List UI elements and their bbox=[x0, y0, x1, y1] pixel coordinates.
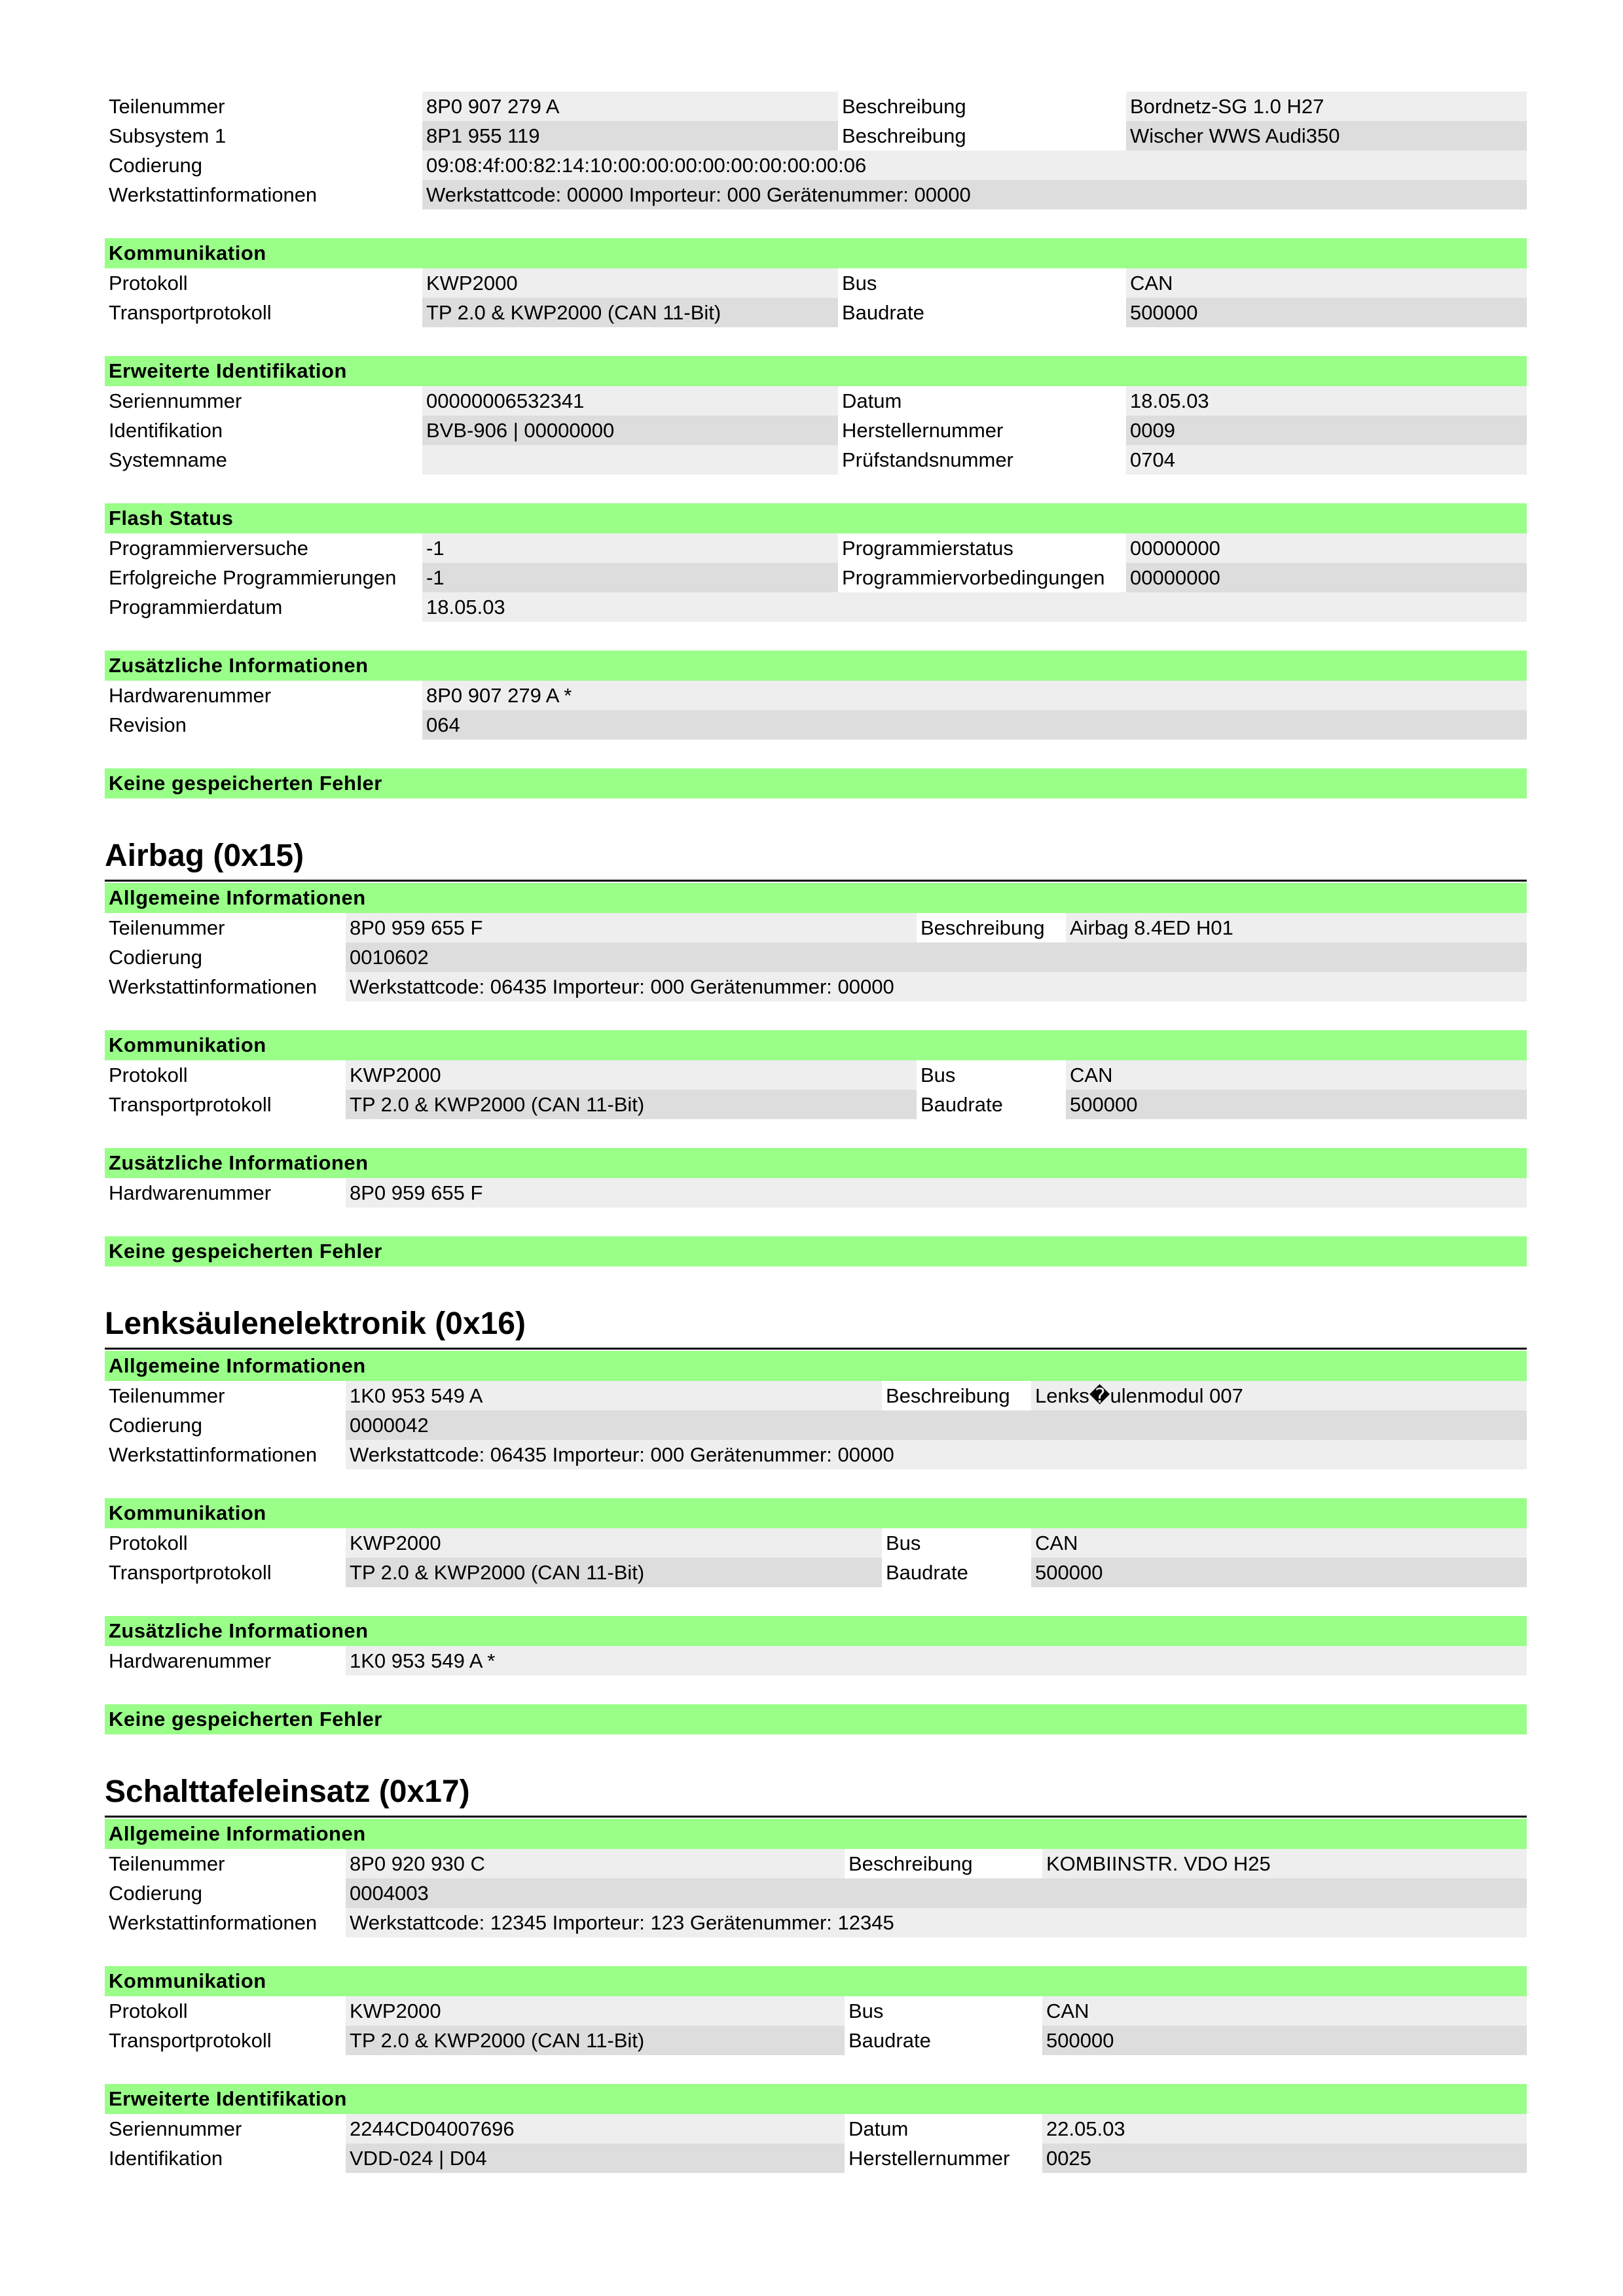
field-value: Werkstattcode: 12345 Importeur: 123 Gerätenummer: 12345 bbox=[346, 1908, 1527, 1937]
module-airbag bbox=[105, 833, 1527, 1266]
field-label: Baudrate bbox=[848, 2029, 931, 2052]
section-header-kommunikation: Kommunikation bbox=[105, 1498, 1527, 1528]
communication-table bbox=[105, 1528, 1527, 1587]
field-value: TP 2.0 & KWP2000 (CAN 11-Bit) bbox=[346, 2026, 845, 2055]
field-label: Beschreibung bbox=[842, 95, 966, 118]
field-label: Datum bbox=[842, 389, 902, 412]
field-value: 22.05.03 bbox=[1042, 2114, 1527, 2144]
communication-table bbox=[105, 1060, 1527, 1119]
section-header-flash-status: Flash Status bbox=[105, 503, 1527, 533]
field-label: Codierung bbox=[109, 1882, 203, 1905]
field-value: Wischer WWS Audi350 bbox=[1126, 121, 1527, 151]
table-row bbox=[105, 1178, 1527, 1208]
table-row bbox=[105, 298, 1527, 327]
field-value: CAN bbox=[1066, 1060, 1527, 1090]
field-label: Beschreibung bbox=[842, 124, 966, 147]
field-label: Transportprotokoll bbox=[109, 2029, 272, 2052]
general-table bbox=[105, 913, 1527, 1001]
field-value bbox=[422, 445, 838, 475]
field-label: Programmierversuche bbox=[109, 537, 308, 560]
fault-status-banner: Keine gespeicherten Fehler bbox=[105, 768, 1527, 798]
table-row bbox=[105, 942, 1527, 972]
field-label: Programmierstatus bbox=[842, 537, 1013, 560]
module-title: Lenksäulenelektronik (0x16) bbox=[105, 1300, 1527, 1350]
field-label: Bus bbox=[921, 1064, 956, 1086]
field-label: Codierung bbox=[109, 154, 203, 177]
field-value: 09:08:4f:00:82:14:10:00:00:00:00:00:00:00:00:06 bbox=[422, 151, 1527, 180]
field-label: Werkstattinformationen bbox=[109, 183, 318, 206]
field-label: Identifikation bbox=[109, 2147, 223, 2170]
field-value: KWP2000 bbox=[422, 268, 838, 298]
general-table bbox=[105, 1849, 1527, 1937]
field-value: 500000 bbox=[1066, 1090, 1527, 1119]
table-row bbox=[105, 681, 1527, 710]
field-value: 1K0 953 549 A bbox=[346, 1381, 882, 1410]
table-row bbox=[105, 268, 1527, 298]
table-row bbox=[105, 2144, 1527, 2173]
section-header-zusaetzliche-informationen: Zusätzliche Informationen bbox=[105, 1616, 1527, 1646]
table-row bbox=[105, 92, 1527, 121]
field-label: Werkstattinformationen bbox=[109, 975, 318, 998]
table-row bbox=[105, 972, 1527, 1001]
field-label: Teilenummer bbox=[109, 1852, 225, 1875]
field-value: 0009 bbox=[1126, 416, 1527, 445]
field-value: 8P0 907 279 A bbox=[422, 92, 838, 121]
fault-status-banner: Keine gespeicherten Fehler bbox=[105, 1704, 1527, 1734]
field-label: Teilenummer bbox=[109, 95, 225, 118]
section-header-kommunikation: Kommunikation bbox=[105, 1030, 1527, 1060]
field-value: 00000000 bbox=[1126, 563, 1527, 592]
field-label: Transportprotokoll bbox=[109, 1561, 272, 1584]
general-table bbox=[105, 92, 1527, 209]
section-header-allgemeine-informationen: Allgemeine Informationen bbox=[105, 1819, 1527, 1849]
field-value: Werkstattcode: 00000 Importeur: 000 Gerätenummer: 00000 bbox=[422, 180, 1527, 209]
communication-table bbox=[105, 1996, 1527, 2055]
table-row bbox=[105, 180, 1527, 209]
field-value: BVB-906 | 00000000 bbox=[422, 416, 838, 445]
field-label: Protokoll bbox=[109, 2000, 188, 2022]
field-value: 18.05.03 bbox=[1126, 386, 1527, 416]
field-label: Werkstattinformationen bbox=[109, 1911, 318, 1934]
additional-info-table bbox=[105, 681, 1527, 740]
field-label: Codierung bbox=[109, 946, 203, 969]
field-value: 500000 bbox=[1126, 298, 1527, 327]
table-row bbox=[105, 1381, 1527, 1410]
table-row bbox=[105, 151, 1527, 180]
field-label: Systemname bbox=[109, 448, 227, 471]
section-header-zusaetzliche-informationen: Zusätzliche Informationen bbox=[105, 651, 1527, 681]
field-label: Bus bbox=[886, 1532, 921, 1554]
table-row bbox=[105, 1646, 1527, 1676]
field-value: 8P0 959 655 F bbox=[346, 1178, 1527, 1208]
field-value: 00000006532341 bbox=[422, 386, 838, 416]
module-top bbox=[105, 92, 1527, 798]
table-row bbox=[105, 533, 1527, 563]
field-value: KWP2000 bbox=[346, 1528, 882, 1558]
field-value: TP 2.0 & KWP2000 (CAN 11-Bit) bbox=[422, 298, 838, 327]
field-label: Herstellernummer bbox=[848, 2147, 1010, 2170]
field-label: Teilenummer bbox=[109, 1384, 225, 1407]
table-row bbox=[105, 913, 1527, 942]
table-row bbox=[105, 1849, 1527, 1878]
field-value: CAN bbox=[1031, 1528, 1527, 1558]
table-row bbox=[105, 710, 1527, 740]
field-value: 0010602 bbox=[346, 942, 1527, 972]
field-value: 8P1 955 119 bbox=[422, 121, 838, 151]
field-label: Programmiervorbedingungen bbox=[842, 566, 1105, 589]
field-value: Werkstattcode: 06435 Importeur: 000 Gerätenummer: 00000 bbox=[346, 1440, 1527, 1469]
field-label: Transportprotokoll bbox=[109, 301, 272, 324]
field-label: Datum bbox=[848, 2117, 909, 2140]
additional-info-table bbox=[105, 1646, 1527, 1676]
field-value: Bordnetz-SG 1.0 H27 bbox=[1126, 92, 1527, 121]
table-row bbox=[105, 1996, 1527, 2026]
table-row bbox=[105, 1878, 1527, 1908]
extended-id-table bbox=[105, 386, 1527, 475]
table-row bbox=[105, 563, 1527, 592]
field-label: Codierung bbox=[109, 1414, 203, 1437]
module-schalttafeleinsatz bbox=[105, 1768, 1527, 2173]
table-row bbox=[105, 386, 1527, 416]
field-value: 8P0 920 930 C bbox=[346, 1849, 845, 1878]
section-header-erweiterte-identifikation: Erweiterte Identifikation bbox=[105, 356, 1527, 386]
field-label: Transportprotokoll bbox=[109, 1093, 272, 1116]
additional-info-table bbox=[105, 1178, 1527, 1208]
table-row bbox=[105, 2114, 1527, 2144]
field-value: TP 2.0 & KWP2000 (CAN 11-Bit) bbox=[346, 1558, 882, 1587]
field-label: Teilenummer bbox=[109, 916, 225, 939]
field-label: Beschreibung bbox=[921, 916, 1045, 939]
field-value: Airbag 8.4ED H01 bbox=[1066, 913, 1527, 942]
field-label: Baudrate bbox=[921, 1093, 1003, 1116]
field-value: KOMBIINSTR. VDO H25 bbox=[1042, 1849, 1527, 1878]
field-label: Subsystem 1 bbox=[109, 124, 227, 147]
field-value: Lenks�ulenmodul 007 bbox=[1031, 1381, 1527, 1410]
module-title: Schalttafeleinsatz (0x17) bbox=[105, 1768, 1527, 1818]
table-row bbox=[105, 416, 1527, 445]
communication-table bbox=[105, 268, 1527, 327]
field-label: Protokoll bbox=[109, 1532, 188, 1554]
table-row bbox=[105, 1090, 1527, 1119]
module-title: Airbag (0x15) bbox=[105, 833, 1527, 882]
section-header-zusaetzliche-informationen: Zusätzliche Informationen bbox=[105, 1148, 1527, 1178]
table-row bbox=[105, 1528, 1527, 1558]
field-value: 0004003 bbox=[346, 1878, 1527, 1908]
field-label: Prüfstandsnummer bbox=[842, 448, 1013, 471]
section-header-kommunikation: Kommunikation bbox=[105, 238, 1527, 268]
table-row bbox=[105, 1410, 1527, 1440]
field-value: 8P0 907 279 A * bbox=[422, 681, 1527, 710]
field-label: Baudrate bbox=[886, 1561, 968, 1584]
field-label: Werkstattinformationen bbox=[109, 1443, 318, 1466]
field-label: Bus bbox=[842, 272, 877, 295]
field-label: Identifikation bbox=[109, 419, 223, 442]
flash-status-table bbox=[105, 533, 1527, 622]
field-label: Hardwarenummer bbox=[109, 1649, 272, 1672]
field-label: Beschreibung bbox=[848, 1852, 973, 1875]
section-header-allgemeine-informationen: Allgemeine Informationen bbox=[105, 1351, 1527, 1381]
field-value: -1 bbox=[422, 563, 838, 592]
table-row bbox=[105, 592, 1527, 622]
field-label: Hardwarenummer bbox=[109, 684, 272, 707]
section-header-kommunikation: Kommunikation bbox=[105, 1966, 1527, 1996]
field-value: 500000 bbox=[1042, 2026, 1527, 2055]
field-label: Protokoll bbox=[109, 1064, 188, 1086]
section-header-allgemeine-informationen: Allgemeine Informationen bbox=[105, 883, 1527, 913]
field-value: TP 2.0 & KWP2000 (CAN 11-Bit) bbox=[346, 1090, 917, 1119]
field-value: KWP2000 bbox=[346, 1996, 845, 2026]
field-value: 064 bbox=[422, 710, 1527, 740]
field-value: 0704 bbox=[1126, 445, 1527, 475]
extended-id-table bbox=[105, 2114, 1527, 2173]
field-label: Programmierdatum bbox=[109, 596, 283, 619]
field-label: Erfolgreiche Programmierungen bbox=[109, 566, 397, 589]
field-value: 8P0 959 655 F bbox=[346, 913, 917, 942]
section-header-erweiterte-identifikation: Erweiterte Identifikation bbox=[105, 2084, 1527, 2114]
field-value: 2244CD04007696 bbox=[346, 2114, 845, 2144]
field-value: 18.05.03 bbox=[422, 592, 1527, 622]
field-label: Seriennummer bbox=[109, 2117, 242, 2140]
field-value: CAN bbox=[1042, 1996, 1527, 2026]
field-value: CAN bbox=[1126, 268, 1527, 298]
field-value: 500000 bbox=[1031, 1558, 1527, 1587]
field-label: Herstellernummer bbox=[842, 419, 1004, 442]
field-value: 0025 bbox=[1042, 2144, 1527, 2173]
table-row bbox=[105, 445, 1527, 475]
table-row bbox=[105, 121, 1527, 151]
fault-status-banner: Keine gespeicherten Fehler bbox=[105, 1236, 1527, 1266]
field-value: KWP2000 bbox=[346, 1060, 917, 1090]
table-row bbox=[105, 1908, 1527, 1937]
report-page bbox=[105, 92, 1527, 2173]
table-row bbox=[105, 1060, 1527, 1090]
module-lenksaeulenelektronik bbox=[105, 1300, 1527, 1734]
field-value: 00000000 bbox=[1126, 533, 1527, 563]
field-label: Hardwarenummer bbox=[109, 1181, 272, 1204]
table-row bbox=[105, 1558, 1527, 1587]
field-label: Beschreibung bbox=[886, 1384, 1010, 1407]
field-value: -1 bbox=[422, 533, 838, 563]
table-row bbox=[105, 1440, 1527, 1469]
field-label: Baudrate bbox=[842, 301, 924, 324]
field-value: Werkstattcode: 06435 Importeur: 000 Gerätenummer: 00000 bbox=[346, 972, 1527, 1001]
field-value: 1K0 953 549 A * bbox=[346, 1646, 1527, 1676]
field-label: Protokoll bbox=[109, 272, 188, 295]
field-label: Revision bbox=[109, 713, 187, 736]
general-table bbox=[105, 1381, 1527, 1469]
field-value: 0000042 bbox=[346, 1410, 1527, 1440]
field-label: Seriennummer bbox=[109, 389, 242, 412]
field-label: Bus bbox=[848, 2000, 884, 2022]
field-value: VDD-024 | D04 bbox=[346, 2144, 845, 2173]
table-row bbox=[105, 2026, 1527, 2055]
